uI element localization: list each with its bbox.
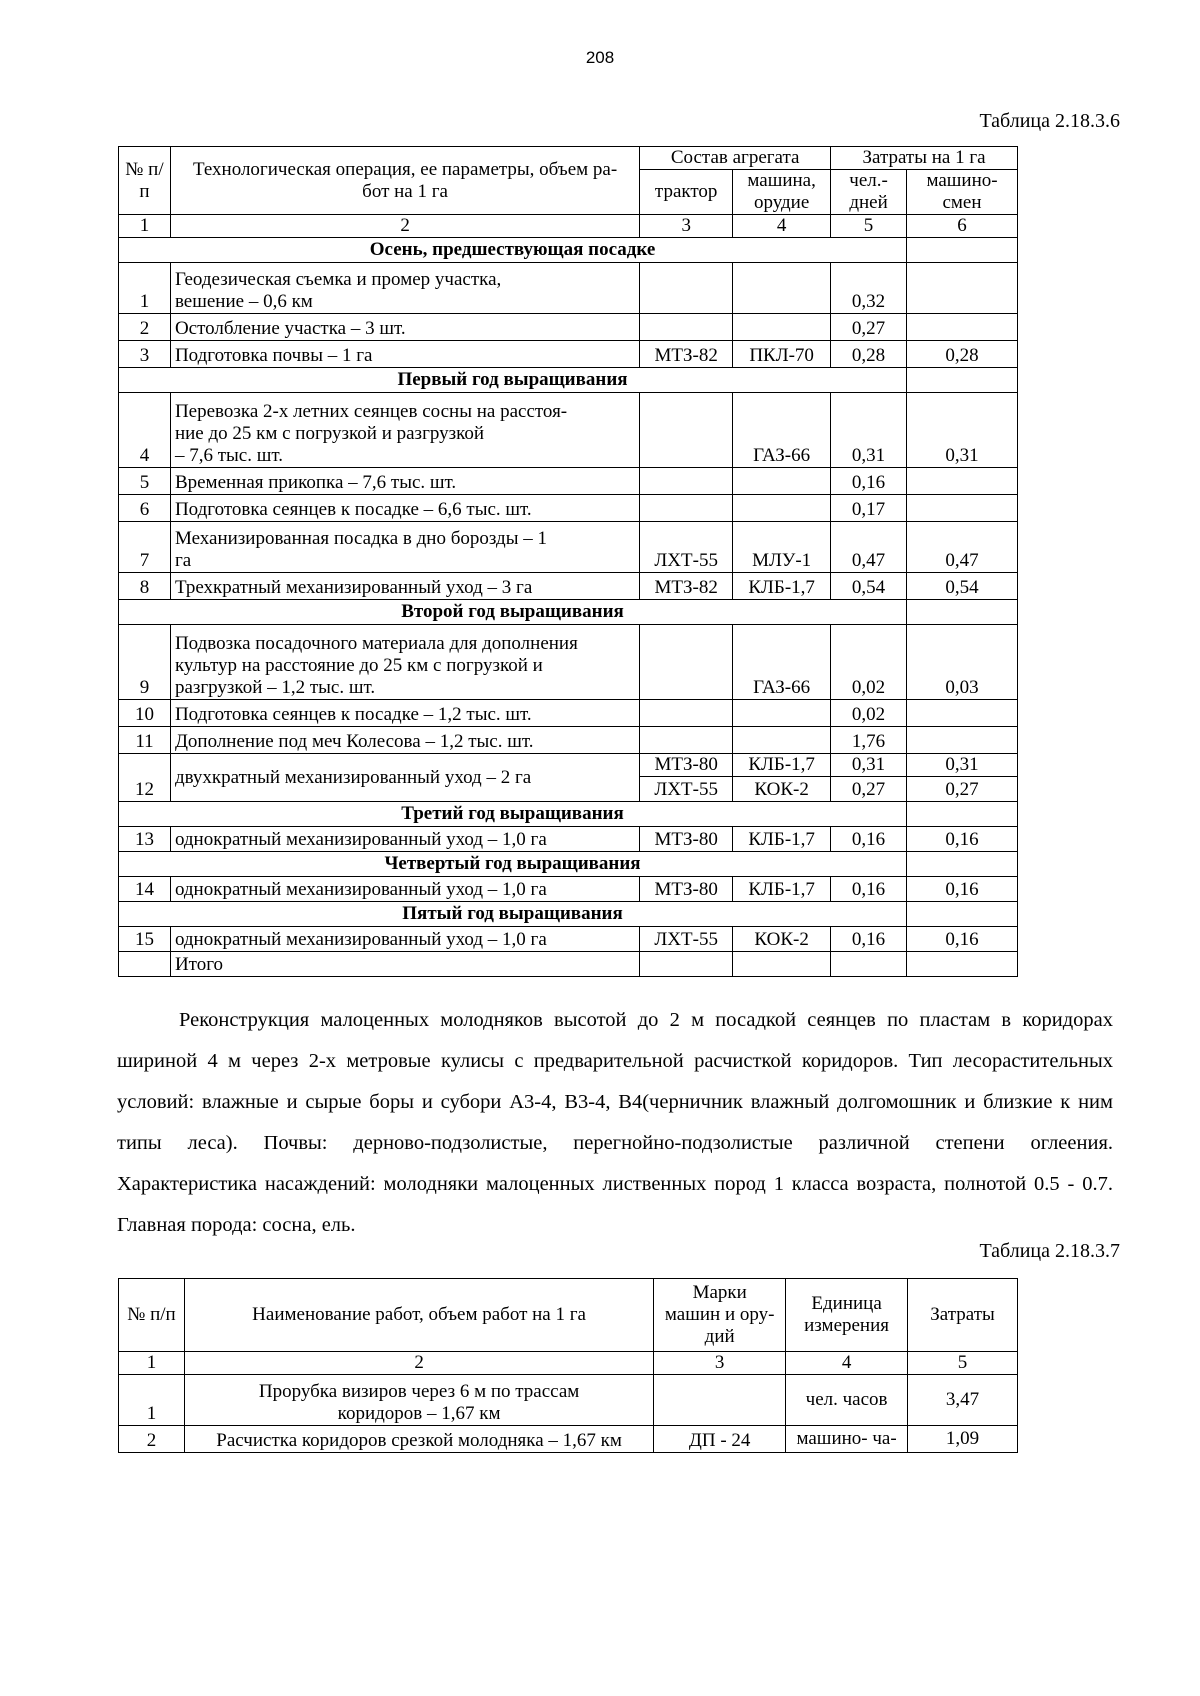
section-row [119,802,1018,827]
table-cell: 0,16 [831,827,907,852]
total-row [119,952,1018,977]
header-machine-shifts: машино- смен [907,170,1018,215]
table-cell: машино- ча- [786,1426,908,1453]
table-row [119,522,1018,573]
table-cell: 2 [119,1426,185,1453]
header-man-days: чел.- дней [831,170,907,215]
table-cell [907,468,1018,495]
table-cell [831,952,907,977]
header-tractor: трактор [640,170,733,215]
table-cell [640,495,733,522]
operations-table [118,146,1018,977]
table-cell [907,802,1018,827]
table-cell: МТЗ-80 [640,754,733,777]
table-cell: 3 [119,341,171,368]
section-title: Первый год выращивания [119,368,907,393]
table-cell: 0,47 [907,522,1018,573]
table-cell [907,902,1018,927]
table-cell [640,468,733,495]
table-row [119,927,1018,952]
section-title: Осень, предшествующая посадке [119,238,907,263]
table-cell: 0,31 [831,754,907,777]
column-number-row [119,1352,1018,1375]
table-row [119,314,1018,341]
table-cell: 0,02 [831,700,907,727]
table-row [119,754,1018,777]
table-row [119,263,1018,314]
table-row [119,573,1018,600]
table-cell: 0,27 [831,777,907,802]
table-cell: однократный механизированный уход – 1,0 га [170,877,639,902]
table-row [119,393,1018,468]
page-number: 208 [585,48,615,67]
table-cell: МЛУ-1 [733,522,831,573]
table-cell: 3,47 [908,1375,1018,1426]
table-cell: МТЗ-82 [640,573,733,600]
table-cell: Остолбление участка – 3 шт. [170,314,639,341]
table-cell [907,314,1018,341]
table-cell: ГАЗ-66 [733,625,831,700]
table-cell [907,727,1018,754]
table-cell: Подготовка почвы – 1 га [170,341,639,368]
table-cell: 0,16 [907,927,1018,952]
table-cell: ГАЗ-66 [733,393,831,468]
table-cell [907,952,1018,977]
header-num: № п/п [119,1279,185,1352]
section-row [119,852,1018,877]
table-cell [733,952,831,977]
table-cell: 0,31 [831,393,907,468]
column-number: 4 [733,215,831,238]
table-cell: 6 [119,495,171,522]
column-number: 5 [831,215,907,238]
column-number-row [119,215,1018,238]
table-cell: чел. часов [786,1375,908,1426]
header-cost-group: Затраты на 1 га [831,147,1018,170]
column-number: 1 [119,1352,185,1375]
table-cell: 15 [119,927,171,952]
table-cell [907,495,1018,522]
table-cell: двухкратный механизированный уход – 2 га [170,754,639,802]
table-cell: КОК-2 [733,777,831,802]
table-cell: 0,31 [907,393,1018,468]
header-machine: машина, орудие [733,170,831,215]
header-name: Наименование работ, объем работ на 1 га [184,1279,653,1352]
table-cell [733,727,831,754]
table-cell: 1,76 [831,727,907,754]
table-cell [640,314,733,341]
table-cell: 1 [119,1375,185,1426]
table-cell: 5 [119,468,171,495]
table-row [119,1426,1018,1453]
table-cell: Подвозка посадочного материала для дополнения культур на расстояние до 25 км с погрузкой и разгрузкой – 1,2 тыс. шт. [170,625,639,700]
table-row [119,495,1018,522]
table-cell: КЛБ-1,7 [733,573,831,600]
header-brands: Марки машин и ору- дий [654,1279,786,1352]
table-cell: 0,28 [831,341,907,368]
table-cell: 0,27 [831,314,907,341]
column-number: 4 [786,1352,908,1375]
table-cell: Перевозка 2-х летних сеянцев сосны на расстоя- ние до 25 км с погрузкой и разгрузкой – 7,6 тыс. шт. [170,393,639,468]
table-row [119,827,1018,852]
table-cell: 12 [119,754,171,802]
table-cell: Трехкратный механизированный уход – 3 га [170,573,639,600]
table-cell: 0,47 [831,522,907,573]
header-operation: Технологическая операция, ее параметры, объем ра- бот на 1 га [170,147,639,215]
table-cell: 0,16 [831,877,907,902]
table-cell [907,368,1018,393]
table-cell: МТЗ-80 [640,827,733,852]
table-cell: 13 [119,827,171,852]
table-cell [733,495,831,522]
table-cell [733,263,831,314]
section-row [119,902,1018,927]
table-cell: 0,54 [831,573,907,600]
column-number: 5 [908,1352,1018,1375]
column-number: 1 [119,215,171,238]
table-cell: Дополнение под меч Колесова – 1,2 тыс. шт. [170,727,639,754]
table-cell: МТЗ-82 [640,341,733,368]
column-number: 2 [184,1352,653,1375]
table-cell: ЛХТ-55 [640,522,733,573]
table-cell: 1,09 [908,1426,1018,1453]
table-cell [640,263,733,314]
table-cell [907,263,1018,314]
table-row [119,877,1018,902]
table-cell: ЛХТ-55 [640,777,733,802]
table-cell: 0,32 [831,263,907,314]
table-cell: 11 [119,727,171,754]
table-cell: 0,31 [907,754,1018,777]
total-label: Итого [170,952,639,977]
table-cell: 0,16 [907,877,1018,902]
table-cell: 8 [119,573,171,600]
table-cell [654,1375,786,1426]
table-row [119,468,1018,495]
table-cell: ЛХТ-55 [640,927,733,952]
column-number: 3 [640,215,733,238]
column-number: 6 [907,215,1018,238]
section-title: Четвертый год выращивания [119,852,907,877]
table-cell [907,238,1018,263]
table-cell [733,314,831,341]
table-row [119,341,1018,368]
header-cost: Затраты [908,1279,1018,1352]
table-cell: 7 [119,522,171,573]
table-cell: Подготовка сеянцев к посадке – 6,6 тыс. шт. [170,495,639,522]
table-cell: Расчистка коридоров срезкой молодняка – 1,67 км [184,1426,653,1453]
table-cell: 0,16 [831,927,907,952]
table-cell [733,700,831,727]
table-cell: 0,27 [907,777,1018,802]
table-cell: 0,54 [907,573,1018,600]
table-cell: КОК-2 [733,927,831,952]
section-title: Пятый год выращивания [119,902,907,927]
table-cell: 1 [119,263,171,314]
table-cell: Механизированная посадка в дно борозды – 1 га [170,522,639,573]
table-row [119,1375,1018,1426]
header-unit-group: Состав агрегата [640,147,831,170]
header-unit: Единица измерения [786,1279,908,1352]
table-header-row [119,147,1018,170]
section-title: Второй год выращивания [119,600,907,625]
table-cell [733,468,831,495]
table-cell [907,700,1018,727]
table-cell [640,700,733,727]
table-cell: Прорубка визиров через 6 м по трассам коридоров – 1,67 км [184,1375,653,1426]
table2-caption: Таблица 2.18.3.7 [979,1240,1120,1262]
table-cell: однократный механизированный уход – 1,0 га [170,827,639,852]
header-num: № п/п [119,147,171,215]
table-cell: КЛБ-1,7 [733,754,831,777]
table-cell [640,393,733,468]
table-cell: 0,02 [831,625,907,700]
description-paragraph: Реконструкция малоценных молодняков высотой до 2 м посадкой сеянцев по пластам в коридорах шириной 4 м через 2-х метровые кулисы с предварительной расчисткой коридоров. Тип лесорастительных условий: влажные и сырые боры и субори А3-4, В3-4, В4(черничник влажный долгомошник и близкие к ним типы леса). Почвы: дерново-подзолистые, перегнойно-подзолистые различной степени оглеения. Характеристика насаждений: молодняки малоценных лиственных пород 1 класса возраста, полнотой 0.5 - 0.7. Главная порода: сосна, ель. [117,1009,1113,1236]
table-cell: Подготовка сеянцев к посадке – 1,2 тыс. шт. [170,700,639,727]
table-cell: ДП - 24 [654,1426,786,1453]
table-cell: 0,16 [907,827,1018,852]
table-cell: Временная прикопка – 7,6 тыс. шт. [170,468,639,495]
column-number: 3 [654,1352,786,1375]
table-cell: 14 [119,877,171,902]
table-cell: ПКЛ-70 [733,341,831,368]
table-cell: 10 [119,700,171,727]
table-cell [640,625,733,700]
table-row [119,727,1018,754]
table-cell: КЛБ-1,7 [733,827,831,852]
table-cell: 9 [119,625,171,700]
table-cell [640,727,733,754]
table-cell: 0,28 [907,341,1018,368]
table-cell: 0,17 [831,495,907,522]
works-table [118,1278,1018,1453]
table-cell [640,952,733,977]
section-title: Третий год выращивания [119,802,907,827]
table1-caption: Таблица 2.18.3.6 [979,110,1120,132]
table-cell: 0,03 [907,625,1018,700]
table-cell: Геодезическая съемка и промер участка, вешение – 0,6 км [170,263,639,314]
table-cell: 4 [119,393,171,468]
table-row [119,700,1018,727]
table-cell [119,952,171,977]
table-cell [907,600,1018,625]
table-cell: 0,16 [831,468,907,495]
section-row [119,368,1018,393]
table-cell [907,852,1018,877]
table-row [119,625,1018,700]
table-cell: 2 [119,314,171,341]
table-cell: КЛБ-1,7 [733,877,831,902]
table-header-row [119,1279,1018,1352]
table-cell: однократный механизированный уход – 1,0 га [170,927,639,952]
section-row [119,600,1018,625]
column-number: 2 [170,215,639,238]
table-cell: МТЗ-80 [640,877,733,902]
section-row [119,238,1018,263]
